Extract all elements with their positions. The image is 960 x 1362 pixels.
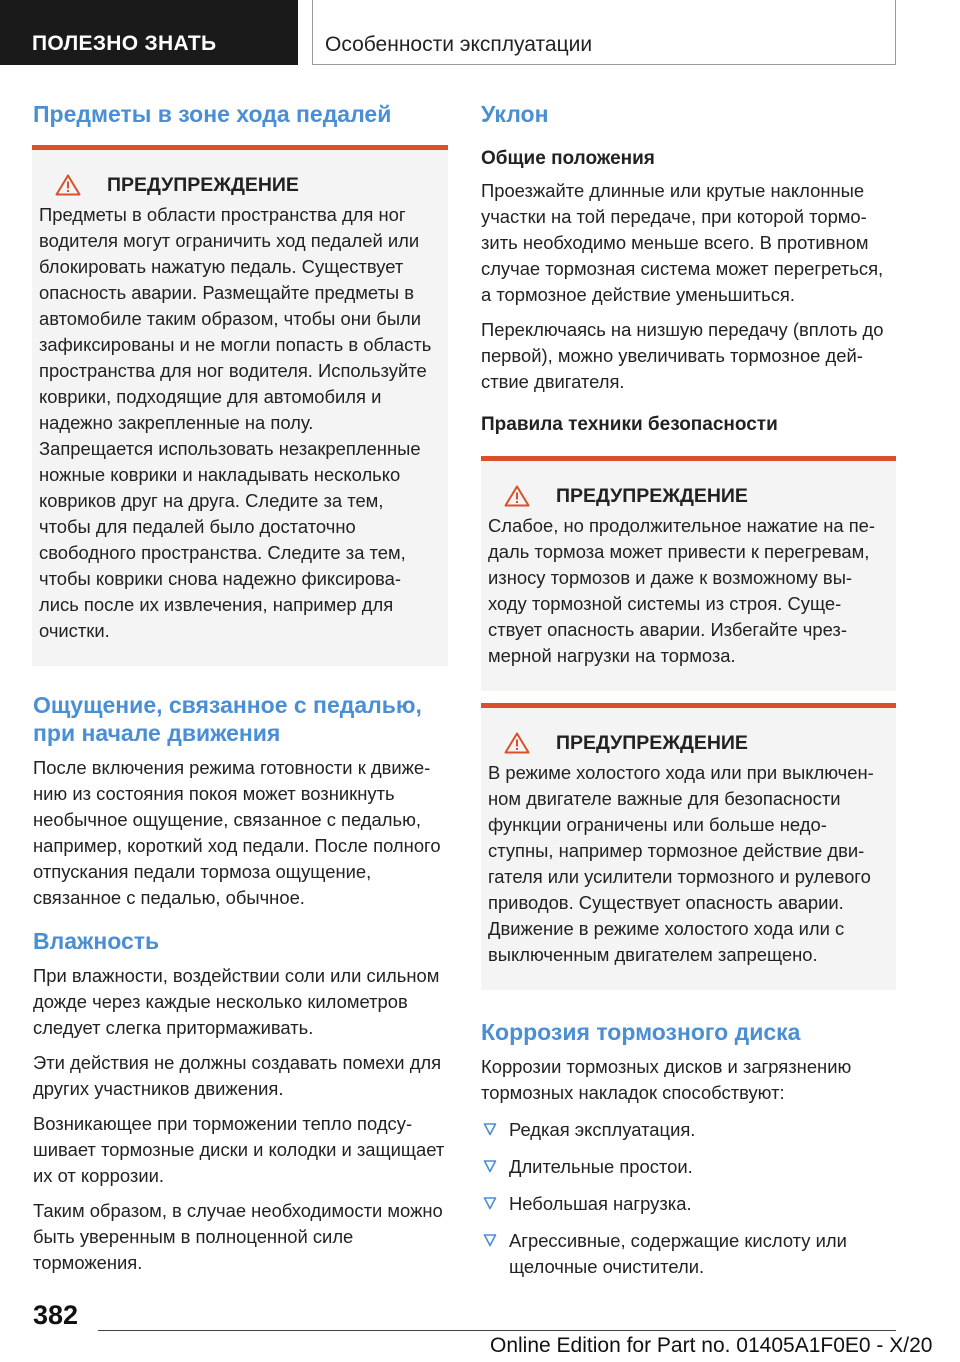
- paragraph-moisture-2: Эти действия не должны создавать помехи для других участников движения.: [33, 1052, 442, 1099]
- heading-moisture: Влажность: [33, 928, 160, 954]
- heading-disc-corrosion: Коррозия тормозного диска: [481, 1019, 801, 1045]
- list-item: Небольшая нагрузка.: [481, 1191, 896, 1217]
- corrosion-causes-list: [481, 1117, 896, 1280]
- paragraph-slope-1: Проезжайте длинные или крутые наклонные участки на той передаче, при которой тормозить необходимо меньше всего. В противном случае тормозная система может перегреться, а тормозное действие уменьшиться.: [481, 180, 884, 305]
- warning-box-idle: [481, 703, 896, 990]
- bullet-triangle-icon: [483, 1196, 497, 1210]
- heading-slope: Уклон: [481, 101, 549, 127]
- warning-title: ПРЕДУПРЕЖДЕНИЕ: [556, 485, 748, 507]
- warning-box-pedal-objects: [32, 145, 448, 666]
- warning-triangle-icon: [55, 174, 81, 196]
- heading-pedal-feel: Ощущение, связанное с педалью, при начале движения: [33, 692, 422, 746]
- paragraph-slope-2: Переключаясь на низшую передачу (вплоть до первой), можно увеличивать тормозное действие двигателя.: [481, 319, 884, 392]
- paragraph-moisture-1: При влажности, воздействии соли или сильном дожде через каждые несколько километров следует слегка притормаживать.: [33, 965, 440, 1038]
- warning-title: ПРЕДУПРЕЖДЕНИЕ: [556, 732, 748, 754]
- paragraph-moisture-4: Таким образом, в случае необходимости можно быть уверенным в полноценной силе торможения.: [33, 1200, 443, 1273]
- warning-box-brake-load: [481, 456, 896, 691]
- warning-title: ПРЕДУПРЕЖДЕНИЕ: [107, 174, 299, 196]
- heading-pedal-objects: Предметы в зоне хода педалей: [33, 101, 392, 127]
- paragraph-corrosion: Коррозии тормозных дисков и загрязнению тормозных накладок способствуют:: [481, 1056, 852, 1103]
- warning-text: Слабое, но продолжительное нажатие на педаль тормоза может привести к перегревам, износу тормозов и даже к возможному выходу тормозной системы из строя. Существует опасность аварии. Избегайте чрезмерной нагрузки на тормоза.: [488, 515, 876, 666]
- bullet-triangle-icon: [483, 1122, 497, 1136]
- bullet-triangle-icon: [483, 1159, 497, 1173]
- warning-triangle-icon: [504, 485, 530, 507]
- right-column: [481, 100, 896, 1291]
- footer-divider: [98, 1330, 896, 1331]
- warning-text: Предметы в области пространства для ног водителя могут ограничить ход педалей или блокировать нажатую педаль. Существует опасность аварии. Размещайте предметы в автомобиле таким образом, чтобы они были зафиксированы и не могли попасть в область пространства для ног водителя. Используйте коврики, подходящие для автомобиля и надежно закрепленные на полу. Запрещается использовать незакрепленные ножные коврики и накладывать несколько ковриков друг на друга. Следите за тем, чтобы для педалей было достаточно свободного пространства. Следите за тем, чтобы коврики снова надежно фиксировались после их извлечения, например для очистки.: [39, 204, 432, 641]
- footer-edition: Online Edition for Part no. 01405A1F0E0 - X/20: [490, 1334, 933, 1357]
- paragraph-pedal-feel: После включения режима готовности к движению из состояния покоя может возникнуть необычное ощущение, связанное с педалью, например, короткий ход педали. После полного отпускания педали тормоза ощущение, связанное с педалью, обычное.: [33, 757, 441, 908]
- chapter-title: Особенности эксплуатации: [312, 0, 896, 65]
- subheading-safety: Правила техники безопасности: [481, 414, 778, 435]
- page-number: 382: [33, 1300, 79, 1330]
- list-item: Длительные простои.: [481, 1154, 896, 1180]
- warning-triangle-icon: [504, 732, 530, 754]
- paragraph-moisture-3: Возникающее при торможении тепло подсушивает тормозные диски и колодки и защищает их от коррозии.: [33, 1113, 445, 1186]
- list-item: Агрессивные, содержащие кислоту или щелочные очистители.: [481, 1228, 896, 1280]
- list-item: Редкая эксплуатация.: [481, 1117, 896, 1143]
- warning-text: В режиме холостого хода или при выключенном двигателе важные для безопасности функции ограничены или больше недоступны, например тормозное действие двигателя или усилители тормозного и рулевого приводов. Существует опасность аварии. Движение в режиме холостого хода или с выключенным двигателем запрещено.: [488, 762, 874, 965]
- left-column: [33, 100, 448, 1285]
- subheading-general: Общие положения: [481, 148, 655, 169]
- section-tab: ПОЛЕЗНО ЗНАТЬ: [0, 0, 298, 65]
- bullet-triangle-icon: [483, 1233, 497, 1247]
